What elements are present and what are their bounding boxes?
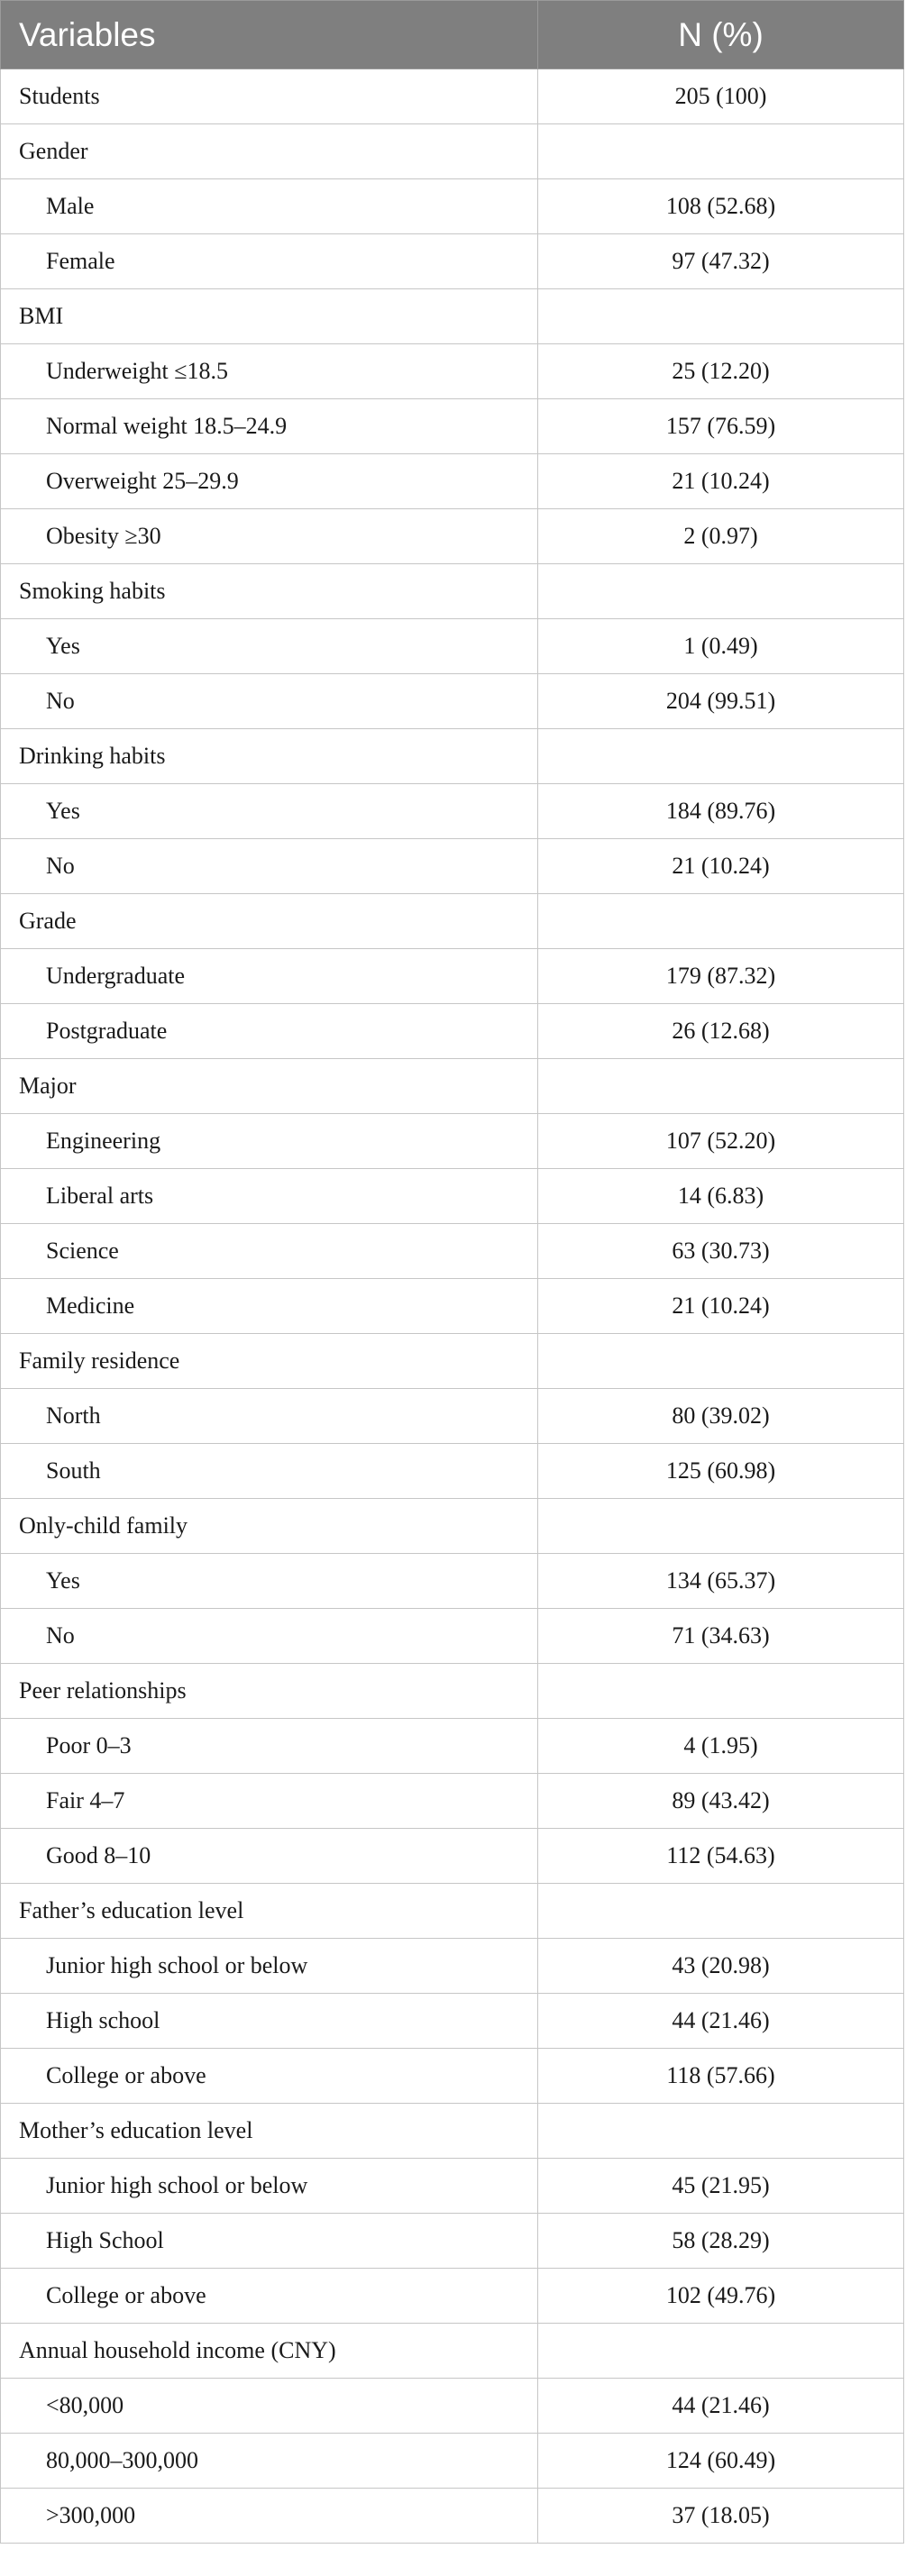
table-row	[1, 2379, 904, 2434]
variable-label: College or above	[1, 2049, 538, 2104]
table-row	[1, 2049, 904, 2104]
n-percent-value: 21 (10.24)	[538, 839, 904, 894]
table-row	[1, 454, 904, 509]
variable-label: Female	[1, 234, 538, 289]
table-row	[1, 1444, 904, 1499]
group-label: Peer relationships	[1, 1664, 538, 1719]
n-percent-value: 45 (21.95)	[538, 2159, 904, 2214]
table-row	[1, 2434, 904, 2489]
table-row	[1, 1609, 904, 1664]
n-percent-value: 179 (87.32)	[538, 949, 904, 1004]
variable-label: <80,000	[1, 2379, 538, 2434]
n-percent-value: 25 (12.20)	[538, 344, 904, 399]
table-row	[1, 2269, 904, 2324]
group-label: Father’s education level	[1, 1884, 538, 1939]
n-percent-value: 184 (89.76)	[538, 784, 904, 839]
table-row	[1, 2489, 904, 2544]
n-percent-value: 44 (21.46)	[538, 2379, 904, 2434]
table-group-row	[1, 1884, 904, 1939]
table-row	[1, 179, 904, 234]
group-label: Major	[1, 1059, 538, 1114]
n-percent-value	[538, 1884, 904, 1939]
table-row	[1, 399, 904, 454]
variable-label: Undergraduate	[1, 949, 538, 1004]
table-group-row	[1, 2104, 904, 2159]
n-percent-value: 63 (30.73)	[538, 1224, 904, 1279]
variable-label: Male	[1, 179, 538, 234]
group-label: Mother’s education level	[1, 2104, 538, 2159]
n-percent-value: 21 (10.24)	[538, 454, 904, 509]
table-row	[1, 2214, 904, 2269]
n-percent-value: 44 (21.46)	[538, 1994, 904, 2049]
n-percent-value: 58 (28.29)	[538, 2214, 904, 2269]
table-row	[1, 1774, 904, 1829]
n-percent-value	[538, 2104, 904, 2159]
table-row	[1, 1554, 904, 1609]
variable-label: Junior high school or below	[1, 1939, 538, 1994]
n-percent-value	[538, 1499, 904, 1554]
n-percent-value: 107 (52.20)	[538, 1114, 904, 1169]
variable-label: No	[1, 1609, 538, 1664]
n-percent-value	[538, 1059, 904, 1114]
variable-label: Postgraduate	[1, 1004, 538, 1059]
table-row	[1, 674, 904, 729]
variable-label: Medicine	[1, 1279, 538, 1334]
table-row	[1, 1389, 904, 1444]
n-percent-value: 26 (12.68)	[538, 1004, 904, 1059]
variable-label: Fair 4–7	[1, 1774, 538, 1829]
table-row	[1, 1829, 904, 1884]
variable-label: No	[1, 839, 538, 894]
table-group-row	[1, 2324, 904, 2379]
table-row	[1, 69, 904, 124]
table-row	[1, 949, 904, 1004]
variable-label: Poor 0–3	[1, 1719, 538, 1774]
group-label: Grade	[1, 894, 538, 949]
n-percent-value: 43 (20.98)	[538, 1939, 904, 1994]
variable-label: South	[1, 1444, 538, 1499]
group-label: Gender	[1, 124, 538, 179]
table-row	[1, 839, 904, 894]
group-label: Family residence	[1, 1334, 538, 1389]
group-label: Drinking habits	[1, 729, 538, 784]
group-label: BMI	[1, 289, 538, 344]
table-row	[1, 784, 904, 839]
n-percent-value	[538, 124, 904, 179]
variable-label: College or above	[1, 2269, 538, 2324]
table-row	[1, 344, 904, 399]
table-group-row	[1, 564, 904, 619]
table-group-row	[1, 1059, 904, 1114]
n-percent-value: 37 (18.05)	[538, 2489, 904, 2544]
variable-label: High school	[1, 1994, 538, 2049]
table-row	[1, 1004, 904, 1059]
table-row	[1, 509, 904, 564]
table-header-row	[1, 1, 904, 69]
variable-label: Liberal arts	[1, 1169, 538, 1224]
variable-label: Yes	[1, 1554, 538, 1609]
variable-label: Underweight ≤18.5	[1, 344, 538, 399]
table-group-row	[1, 124, 904, 179]
variable-label: Engineering	[1, 1114, 538, 1169]
n-percent-value: 124 (60.49)	[538, 2434, 904, 2489]
table-group-row	[1, 289, 904, 344]
table-row	[1, 1169, 904, 1224]
variable-label: Students	[1, 69, 538, 124]
n-percent-value: 134 (65.37)	[538, 1554, 904, 1609]
column-header-n-percent: N (%)	[538, 1, 904, 69]
n-percent-value	[538, 1664, 904, 1719]
n-percent-value: 157 (76.59)	[538, 399, 904, 454]
n-percent-value: 118 (57.66)	[538, 2049, 904, 2104]
n-percent-value	[538, 894, 904, 949]
n-percent-value	[538, 2324, 904, 2379]
n-percent-value	[538, 564, 904, 619]
n-percent-value: 108 (52.68)	[538, 179, 904, 234]
n-percent-value: 204 (99.51)	[538, 674, 904, 729]
variable-label: >300,000	[1, 2489, 538, 2544]
table-row	[1, 1279, 904, 1334]
n-percent-value: 1 (0.49)	[538, 619, 904, 674]
variable-label: No	[1, 674, 538, 729]
n-percent-value: 14 (6.83)	[538, 1169, 904, 1224]
variable-label: High School	[1, 2214, 538, 2269]
n-percent-value: 2 (0.97)	[538, 509, 904, 564]
table-row	[1, 1719, 904, 1774]
table-body	[1, 69, 904, 2544]
n-percent-value: 205 (100)	[538, 69, 904, 124]
n-percent-value: 89 (43.42)	[538, 1774, 904, 1829]
table-group-row	[1, 1334, 904, 1389]
group-label: Only-child family	[1, 1499, 538, 1554]
variable-label: Good 8–10	[1, 1829, 538, 1884]
n-percent-value: 71 (34.63)	[538, 1609, 904, 1664]
table-row	[1, 2159, 904, 2214]
table-group-row	[1, 894, 904, 949]
table-row	[1, 619, 904, 674]
table-group-row	[1, 1499, 904, 1554]
table-row	[1, 1994, 904, 2049]
n-percent-value	[538, 289, 904, 344]
variable-label: Junior high school or below	[1, 2159, 538, 2214]
n-percent-value: 102 (49.76)	[538, 2269, 904, 2324]
table-row	[1, 234, 904, 289]
table-row	[1, 1224, 904, 1279]
n-percent-value: 97 (47.32)	[538, 234, 904, 289]
variable-label: Overweight 25–29.9	[1, 454, 538, 509]
variable-label: Obesity ≥30	[1, 509, 538, 564]
variable-label: Science	[1, 1224, 538, 1279]
n-percent-value: 112 (54.63)	[538, 1829, 904, 1884]
n-percent-value	[538, 1334, 904, 1389]
variable-label: 80,000–300,000	[1, 2434, 538, 2489]
variable-label: Normal weight 18.5–24.9	[1, 399, 538, 454]
n-percent-value: 80 (39.02)	[538, 1389, 904, 1444]
variable-label: Yes	[1, 784, 538, 839]
group-label: Smoking habits	[1, 564, 538, 619]
n-percent-value	[538, 729, 904, 784]
table-group-row	[1, 729, 904, 784]
n-percent-value: 125 (60.98)	[538, 1444, 904, 1499]
variable-label: Yes	[1, 619, 538, 674]
table-row	[1, 1114, 904, 1169]
n-percent-value: 21 (10.24)	[538, 1279, 904, 1334]
column-header-variables: Variables	[1, 1, 538, 69]
n-percent-value: 4 (1.95)	[538, 1719, 904, 1774]
table-row	[1, 1939, 904, 1994]
table-group-row	[1, 1664, 904, 1719]
variable-label: North	[1, 1389, 538, 1444]
group-label: Annual household income (CNY)	[1, 2324, 538, 2379]
